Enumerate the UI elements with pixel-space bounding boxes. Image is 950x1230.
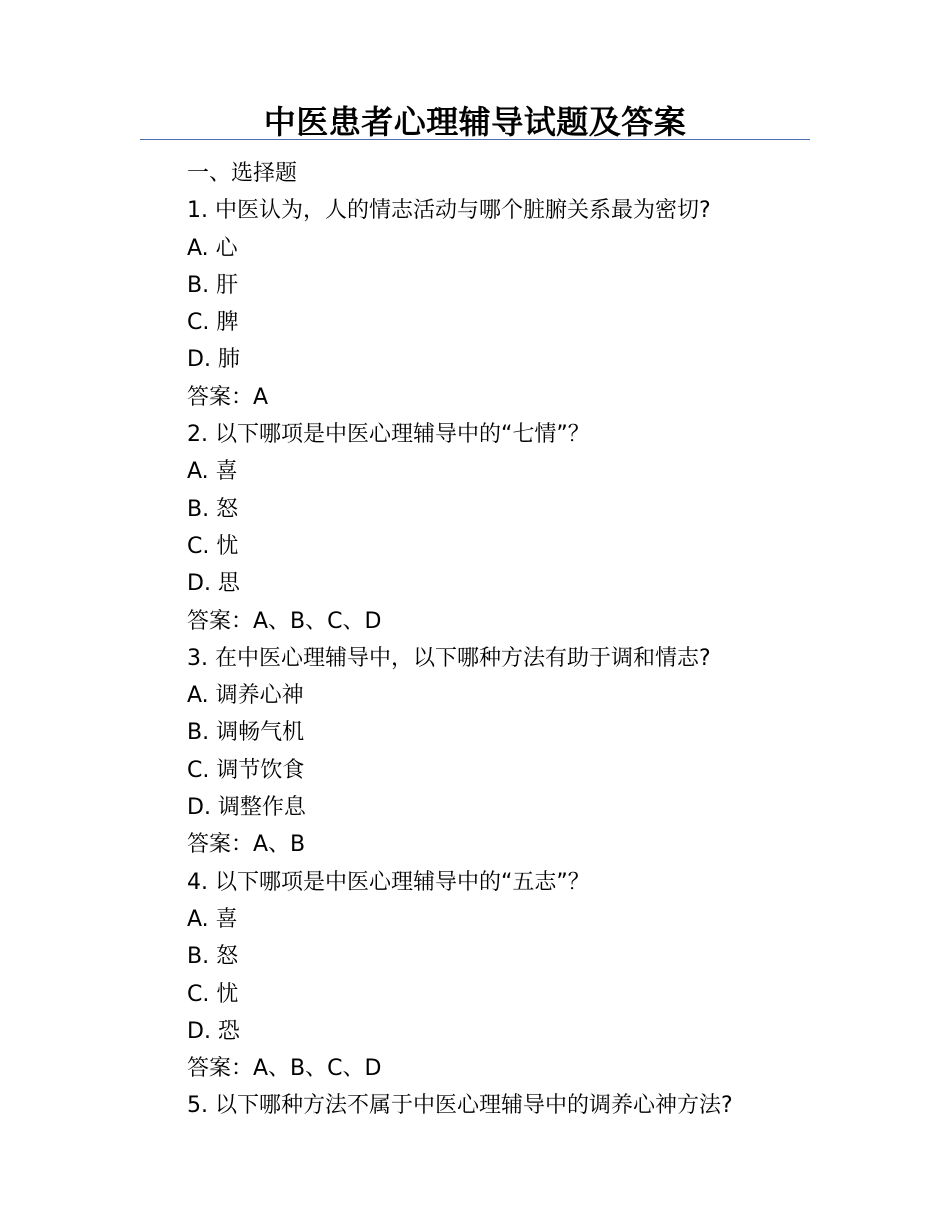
title-underline <box>140 139 810 140</box>
option-d: D. 肺 <box>187 347 240 373</box>
option-a: A. 心 <box>187 235 238 261</box>
option-c: C. 忧 <box>187 533 239 559</box>
option-d: D. 恐 <box>187 1018 240 1044</box>
option-c: C. 忧 <box>187 981 239 1007</box>
document-title: 中医患者心理辅导试题及答案 <box>263 103 687 141</box>
question-block-2 <box>187 416 827 640</box>
option-a: A. 喜 <box>187 906 238 932</box>
answer-text: 答案：A、B <box>187 832 306 858</box>
option-c: C. 脾 <box>187 310 239 336</box>
question-text: 3. 在中医心理辅导中，以下哪种方法有助于调和情志? <box>187 645 711 671</box>
question-text: 2. 以下哪项是中医心理辅导中的“七情”？ <box>187 422 590 448</box>
question-block-3 <box>187 640 827 864</box>
option-d: D. 调整作息 <box>187 795 306 821</box>
option-b: B. 肝 <box>187 272 239 298</box>
question-text: 4. 以下哪项是中医心理辅导中的“五志”？ <box>187 869 590 895</box>
question-block-5 <box>187 1087 827 1124</box>
question-text: 1. 中医认为，人的情志活动与哪个脏腑关系最为密切? <box>187 198 711 224</box>
answer-text: 答案：A <box>187 384 269 410</box>
answer-text: 答案：A、B、C、D <box>187 608 382 634</box>
question-text: 5. 以下哪种方法不属于中医心理辅导中的调养心神方法? <box>187 1093 733 1119</box>
option-b: B. 调畅气机 <box>187 720 305 746</box>
option-d: D. 思 <box>187 571 240 597</box>
option-a: A. 喜 <box>187 459 238 485</box>
question-block-1 <box>187 192 827 416</box>
section-heading: 一、选择题 <box>187 161 298 186</box>
option-c: C. 调节饮食 <box>187 757 305 783</box>
document-body <box>187 155 827 1125</box>
option-a: A. 调养心神 <box>187 683 304 709</box>
answer-text: 答案：A、B、C、D <box>187 1056 382 1082</box>
option-b: B. 怒 <box>187 944 239 970</box>
option-b: B. 怒 <box>187 496 239 522</box>
question-block-4 <box>187 864 827 1088</box>
